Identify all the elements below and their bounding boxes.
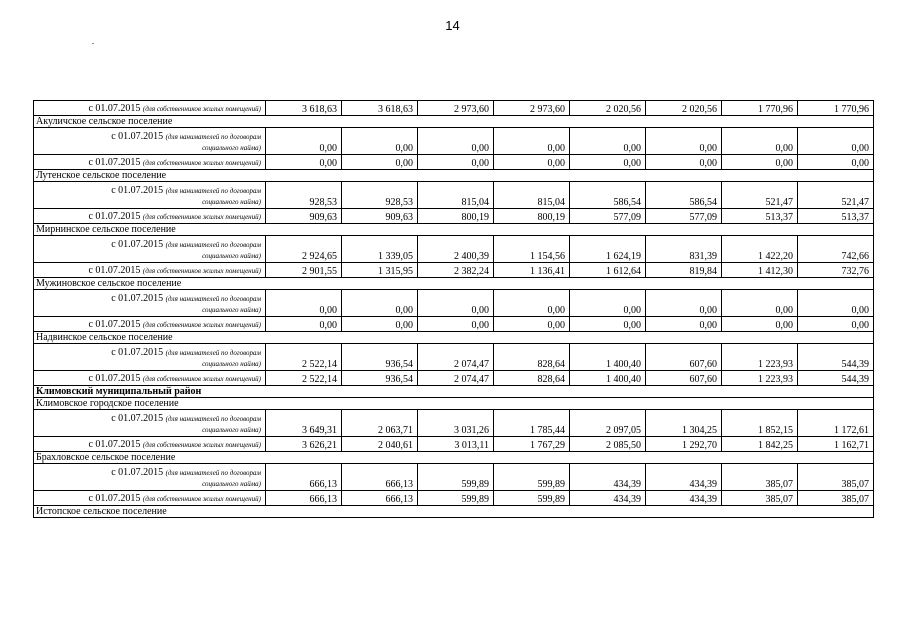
tariff-value-cell: 2 020,56 <box>646 101 722 116</box>
tariff-value-cell: 0,00 <box>494 290 570 317</box>
tariff-value-cell: 0,00 <box>722 317 798 332</box>
tariff-value-cell: 0,00 <box>266 290 342 317</box>
page-number: 14 <box>445 18 460 33</box>
tariff-value-cell: 928,53 <box>342 182 418 209</box>
tariff-value-cell: 815,04 <box>494 182 570 209</box>
row-note: (для нанимателей по договорам <box>165 133 261 141</box>
tariff-value-cell: 0,00 <box>722 155 798 170</box>
row-note: (для собственников жилых помещений) <box>142 213 261 221</box>
row-note-continued: социального найма) <box>202 252 261 260</box>
tariff-value-cell: 828,64 <box>494 344 570 371</box>
tariff-value-cell: 0,00 <box>570 290 646 317</box>
tariff-value-cell: 607,60 <box>646 344 722 371</box>
tariff-value-cell: 0,00 <box>570 155 646 170</box>
row-date: с 01.07.2015 <box>88 103 141 114</box>
tariff-value-cell: 1 612,64 <box>570 263 646 278</box>
tariff-value-cell: 666,13 <box>342 491 418 506</box>
tariff-value-cell: 2 020,56 <box>570 101 646 116</box>
row-note: (для собственников жилых помещений) <box>142 441 261 449</box>
tariff-value-cell: 0,00 <box>266 155 342 170</box>
tariff-value-cell: 0,00 <box>798 290 874 317</box>
row-note: (для собственников жилых помещений) <box>142 495 261 503</box>
tariff-row-owners <box>34 437 874 452</box>
tariff-value-cell: 1 785,44 <box>494 410 570 437</box>
settlement-header-row <box>34 116 874 128</box>
tariff-value-cell: 0,00 <box>342 290 418 317</box>
tariff-value-cell: 0,00 <box>646 317 722 332</box>
settlement-header-row <box>34 332 874 344</box>
tariff-value-cell: 0,00 <box>342 128 418 155</box>
tariff-row-owners <box>34 155 874 170</box>
tariff-value-cell: 607,60 <box>646 371 722 386</box>
row-label <box>34 317 266 332</box>
tariff-value-cell: 1 304,25 <box>646 410 722 437</box>
settlement-header-row <box>34 452 874 464</box>
tariff-value-cell: 0,00 <box>646 155 722 170</box>
tariff-value-cell: 3 618,63 <box>266 101 342 116</box>
tariff-row-tenants <box>34 344 874 371</box>
tariff-value-cell: 434,39 <box>570 464 646 491</box>
settlement-header-row <box>34 398 874 410</box>
tariff-value-cell: 1 339,05 <box>342 236 418 263</box>
tariff-value-cell: 0,00 <box>570 317 646 332</box>
tariff-value-cell: 0,00 <box>570 128 646 155</box>
tariff-value-cell: 2 074,47 <box>418 344 494 371</box>
row-label <box>34 437 266 452</box>
tariff-row-tenants <box>34 182 874 209</box>
row-date: с 01.07.2015 <box>111 239 164 250</box>
settlement-name: Истопское сельское поселение <box>34 506 874 518</box>
tariff-value-cell: 1 400,40 <box>570 344 646 371</box>
tariff-row-tenants <box>34 410 874 437</box>
tariff-row-owners <box>34 491 874 506</box>
tariff-value-cell: 513,37 <box>722 209 798 224</box>
tariff-value-cell: 0,00 <box>418 155 494 170</box>
row-note: (для собственников жилых помещений) <box>142 267 261 275</box>
tariff-value-cell: 742,66 <box>798 236 874 263</box>
tariff-value-cell: 0,00 <box>342 155 418 170</box>
row-label <box>34 410 266 437</box>
row-note-continued: социального найма) <box>202 480 261 488</box>
tariff-value-cell: 2 040,61 <box>342 437 418 452</box>
tariff-row-tenants <box>34 236 874 263</box>
tariff-value-cell: 0,00 <box>418 128 494 155</box>
tariff-row-tenants <box>34 128 874 155</box>
tariff-value-cell: 2 097,05 <box>570 410 646 437</box>
tariff-value-cell: 1 154,56 <box>494 236 570 263</box>
tariff-value-cell: 1 412,30 <box>722 263 798 278</box>
row-note: (для нанимателей по договорам <box>165 187 261 195</box>
row-date: с 01.07.2015 <box>111 467 164 478</box>
row-note: (для нанимателей по договорам <box>165 415 261 423</box>
tariff-value-cell: 0,00 <box>646 128 722 155</box>
row-label <box>34 128 266 155</box>
settlement-header-row <box>34 278 874 290</box>
tariff-value-cell: 3 649,31 <box>266 410 342 437</box>
tariff-value-cell: 1 770,96 <box>722 101 798 116</box>
tariff-value-cell: 1 422,20 <box>722 236 798 263</box>
tariff-value-cell: 1 172,61 <box>798 410 874 437</box>
row-date: с 01.07.2015 <box>88 265 141 276</box>
tariff-value-cell: 0,00 <box>646 290 722 317</box>
tariff-value-cell: 800,19 <box>494 209 570 224</box>
tariff-value-cell: 732,76 <box>798 263 874 278</box>
tariff-row-tenants <box>34 290 874 317</box>
tariff-value-cell: 521,47 <box>722 182 798 209</box>
tariff-value-cell: 0,00 <box>418 317 494 332</box>
row-note: (для собственников жилых помещений) <box>142 159 261 167</box>
tariff-value-cell: 521,47 <box>798 182 874 209</box>
settlement-header-row <box>34 224 874 236</box>
tariff-value-cell: 0,00 <box>494 128 570 155</box>
row-label <box>34 236 266 263</box>
tariff-value-cell: 2 522,14 <box>266 371 342 386</box>
tariff-value-cell: 1 136,41 <box>494 263 570 278</box>
row-note: (для нанимателей по договорам <box>165 469 261 477</box>
row-date: с 01.07.2015 <box>111 185 164 196</box>
row-label <box>34 101 266 116</box>
row-note: (для собственников жилых помещений) <box>142 105 261 113</box>
tariff-value-cell: 0,00 <box>266 317 342 332</box>
tariff-value-cell: 666,13 <box>342 464 418 491</box>
tariff-value-cell: 385,07 <box>722 464 798 491</box>
tariff-value-cell: 1 770,96 <box>798 101 874 116</box>
tariff-value-cell: 577,09 <box>646 209 722 224</box>
settlement-name: Климовское городское поселение <box>34 398 874 410</box>
row-date: с 01.07.2015 <box>88 157 141 168</box>
tariff-value-cell: 2 901,55 <box>266 263 342 278</box>
tariff-value-cell: 434,39 <box>646 464 722 491</box>
row-note: (для нанимателей по договорам <box>165 295 261 303</box>
tariff-value-cell: 0,00 <box>798 155 874 170</box>
tariff-value-cell: 599,89 <box>418 464 494 491</box>
row-note-continued: социального найма) <box>202 198 261 206</box>
tariff-value-cell: 928,53 <box>266 182 342 209</box>
tariff-value-cell: 1 162,71 <box>798 437 874 452</box>
scan-speck <box>92 43 94 44</box>
tariff-value-cell: 586,54 <box>570 182 646 209</box>
tariff-value-cell: 2 063,71 <box>342 410 418 437</box>
tariff-value-cell: 544,39 <box>798 344 874 371</box>
settlement-name: Мирнинское сельское поселение <box>34 224 874 236</box>
row-label <box>34 263 266 278</box>
tariff-value-cell: 909,63 <box>342 209 418 224</box>
row-note-continued: социального найма) <box>202 426 261 434</box>
row-date: с 01.07.2015 <box>88 211 141 222</box>
tariff-table <box>33 100 874 518</box>
tariff-value-cell: 3 626,21 <box>266 437 342 452</box>
tariff-value-cell: 2 400,39 <box>418 236 494 263</box>
tariff-value-cell: 936,54 <box>342 371 418 386</box>
row-label <box>34 182 266 209</box>
tariff-value-cell: 1 767,29 <box>494 437 570 452</box>
row-note-continued: социального найма) <box>202 144 261 152</box>
tariff-value-cell: 544,39 <box>798 371 874 386</box>
tariff-value-cell: 831,39 <box>646 236 722 263</box>
tariff-value-cell: 1 223,93 <box>722 344 798 371</box>
tariff-value-cell: 2 973,60 <box>418 101 494 116</box>
settlement-name: Акуличское сельское поселение <box>34 116 874 128</box>
tariff-value-cell: 819,84 <box>646 263 722 278</box>
row-note-continued: социального найма) <box>202 306 261 314</box>
tariff-row-owners <box>34 371 874 386</box>
row-label <box>34 209 266 224</box>
row-date: с 01.07.2015 <box>88 319 141 330</box>
tariff-value-cell: 513,37 <box>798 209 874 224</box>
tariff-value-cell: 434,39 <box>570 491 646 506</box>
tariff-value-cell: 434,39 <box>646 491 722 506</box>
row-label <box>34 491 266 506</box>
settlement-name: Мужиновское сельское поселение <box>34 278 874 290</box>
settlement-name: Надвинское сельское поселение <box>34 332 874 344</box>
tariff-value-cell: 909,63 <box>266 209 342 224</box>
tariff-value-cell: 2 382,24 <box>418 263 494 278</box>
tariff-value-cell: 1 852,15 <box>722 410 798 437</box>
district-name: Климовский муниципальный район <box>34 386 874 398</box>
tariff-value-cell: 828,64 <box>494 371 570 386</box>
row-note: (для собственников жилых помещений) <box>142 375 261 383</box>
row-date: с 01.07.2015 <box>88 493 141 504</box>
tariff-value-cell: 936,54 <box>342 344 418 371</box>
tariff-value-cell: 800,19 <box>418 209 494 224</box>
tariff-value-cell: 577,09 <box>570 209 646 224</box>
row-label <box>34 290 266 317</box>
row-date: с 01.07.2015 <box>88 439 141 450</box>
row-date: с 01.07.2015 <box>111 347 164 358</box>
tariff-value-cell: 666,13 <box>266 464 342 491</box>
tariff-value-cell: 385,07 <box>722 491 798 506</box>
tariff-row-owners <box>34 209 874 224</box>
row-date: с 01.07.2015 <box>88 373 141 384</box>
row-note: (для собственников жилых помещений) <box>142 321 261 329</box>
tariff-value-cell: 0,00 <box>418 290 494 317</box>
tariff-row-tenants <box>34 464 874 491</box>
tariff-value-cell: 2 924,65 <box>266 236 342 263</box>
district-header-row <box>34 386 874 398</box>
settlement-name: Лутенское сельское поселение <box>34 170 874 182</box>
row-note: (для нанимателей по договорам <box>165 349 261 357</box>
tariff-value-cell: 0,00 <box>798 317 874 332</box>
tariff-value-cell: 1 842,25 <box>722 437 798 452</box>
tariff-value-cell: 1 624,19 <box>570 236 646 263</box>
tariff-value-cell: 1 223,93 <box>722 371 798 386</box>
tariff-value-cell: 0,00 <box>342 317 418 332</box>
tariff-value-cell: 0,00 <box>266 128 342 155</box>
tariff-value-cell: 1 400,40 <box>570 371 646 386</box>
tariff-value-cell: 3 618,63 <box>342 101 418 116</box>
tariff-value-cell: 0,00 <box>798 128 874 155</box>
tariff-row-owners <box>34 317 874 332</box>
tariff-value-cell: 599,89 <box>494 491 570 506</box>
tariff-row-owners <box>34 263 874 278</box>
tariff-value-cell: 3 013,11 <box>418 437 494 452</box>
settlement-header-row <box>34 170 874 182</box>
tariff-value-cell: 666,13 <box>266 491 342 506</box>
tariff-value-cell: 385,07 <box>798 464 874 491</box>
tariff-value-cell: 815,04 <box>418 182 494 209</box>
settlement-header-row <box>34 506 874 518</box>
tariff-row-owners <box>34 101 874 116</box>
tariff-value-cell: 0,00 <box>494 155 570 170</box>
row-label <box>34 155 266 170</box>
row-date: с 01.07.2015 <box>111 413 164 424</box>
row-label <box>34 371 266 386</box>
tariff-value-cell: 3 031,26 <box>418 410 494 437</box>
row-note-continued: социального найма) <box>202 360 261 368</box>
row-date: с 01.07.2015 <box>111 293 164 304</box>
settlement-name: Брахловское сельское поселение <box>34 452 874 464</box>
tariff-table-body <box>34 101 874 518</box>
row-date: с 01.07.2015 <box>111 131 164 142</box>
tariff-value-cell: 0,00 <box>494 317 570 332</box>
row-label <box>34 344 266 371</box>
row-label <box>34 464 266 491</box>
tariff-value-cell: 2 973,60 <box>494 101 570 116</box>
tariff-value-cell: 2 085,50 <box>570 437 646 452</box>
tariff-value-cell: 1 315,95 <box>342 263 418 278</box>
tariff-value-cell: 2 074,47 <box>418 371 494 386</box>
tariff-value-cell: 1 292,70 <box>646 437 722 452</box>
tariff-value-cell: 599,89 <box>418 491 494 506</box>
tariff-value-cell: 385,07 <box>798 491 874 506</box>
tariff-value-cell: 586,54 <box>646 182 722 209</box>
tariff-value-cell: 2 522,14 <box>266 344 342 371</box>
tariff-value-cell: 0,00 <box>722 128 798 155</box>
row-note: (для нанимателей по договорам <box>165 241 261 249</box>
tariff-value-cell: 0,00 <box>722 290 798 317</box>
tariff-value-cell: 599,89 <box>494 464 570 491</box>
